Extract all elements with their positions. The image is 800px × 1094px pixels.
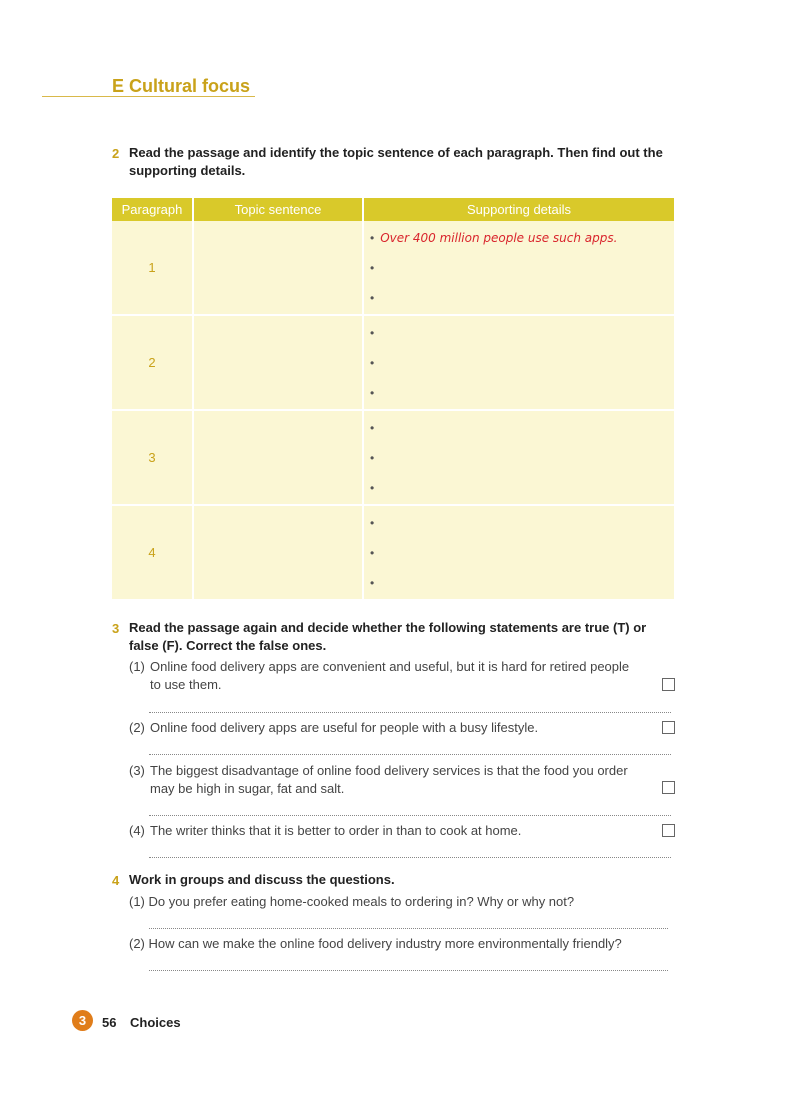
header-topic-sentence: Topic sentence: [193, 198, 363, 221]
detail-bullet: •: [370, 480, 375, 495]
statement-1: (1) Online food delivery apps are convenient and useful, but it is hard for retired people to use them.: [129, 659, 630, 692]
q2-instruction-line1: Read the passage and identify the topic sentence of each paragraph. Then find out the: [129, 145, 663, 160]
unit-badge: 3: [72, 1010, 93, 1031]
section-rule: [42, 96, 255, 97]
statement-number: (3): [129, 763, 145, 778]
paragraph-number: 1: [112, 221, 193, 315]
paragraph-number: 4: [112, 505, 193, 600]
detail-bullet: •: [370, 420, 375, 435]
table-row: [112, 505, 674, 600]
detail-bullet: •: [370, 515, 375, 530]
section-title: E Cultural focus: [112, 76, 251, 96]
topic-sentence-cell[interactable]: [193, 505, 363, 600]
sample-answer: Over 400 million people use such apps.: [380, 230, 618, 245]
statement-number: (2): [129, 720, 145, 735]
answer-line-4[interactable]: [149, 857, 671, 858]
detail-bullet: •: [370, 355, 375, 370]
supporting-details-cell[interactable]: [363, 315, 674, 410]
q3-instruction-line1: Read the passage again and decide whether the following statements are true (T) or: [129, 620, 647, 635]
q2-instruction: [129, 144, 663, 180]
paragraph-number: 2: [112, 315, 193, 410]
header-paragraph: Paragraph: [112, 198, 193, 221]
paragraph-number: 3: [112, 410, 193, 505]
topic-sentence-cell[interactable]: [193, 221, 363, 315]
q2-instruction-line2: supporting details.: [129, 163, 246, 178]
discussion-question-1: (1) Do you prefer eating home-cooked meals to ordering in? Why or why not?: [129, 894, 575, 909]
detail-bullet: •: [370, 260, 375, 275]
header-supporting-details: Supporting details: [363, 198, 674, 221]
statement-4: (4) The writer thinks that it is better to order in than to cook at home.: [129, 823, 522, 838]
q4-number: 4: [112, 873, 120, 888]
q4-instruction: Work in groups and discuss the questions.: [129, 872, 395, 887]
topic-sentence-table: [112, 198, 674, 601]
tf-checkbox-2[interactable]: [662, 721, 675, 734]
topic-sentence-cell[interactable]: [193, 315, 363, 410]
supporting-details-cell[interactable]: [363, 505, 674, 600]
supporting-details-cell[interactable]: [363, 410, 674, 505]
table-row: [112, 221, 674, 315]
discussion-question-2: (2) How can we make the online food delivery industry more environmentally friendly?: [129, 936, 622, 951]
table-row: [112, 410, 674, 505]
q3-instruction-line2: false (F). Correct the false ones.: [129, 638, 327, 653]
q2-number: 2: [112, 146, 120, 161]
q3-number: 3: [112, 621, 120, 636]
table-row: [112, 315, 674, 410]
detail-bullet: •: [370, 385, 375, 400]
chapter-title: Choices: [130, 1015, 181, 1030]
detail-bullet: •: [370, 450, 375, 465]
supporting-details-cell[interactable]: [363, 221, 674, 315]
tf-checkbox-4[interactable]: [662, 824, 675, 837]
detail-bullet: •: [370, 325, 375, 340]
answer-line-1[interactable]: [149, 712, 671, 713]
statement-number: (4): [129, 823, 145, 838]
detail-bullet: •: [370, 545, 375, 560]
discussion-line-2[interactable]: [149, 970, 668, 971]
answer-line-2[interactable]: [149, 754, 671, 755]
detail-bullet: • Over 400 million people use such apps.: [370, 230, 618, 245]
statement-3: (3) The biggest disadvantage of online food delivery services is that the food you order may be high in sugar, fat and salt.: [129, 763, 628, 796]
topic-sentence-cell[interactable]: [193, 410, 363, 505]
statement-number: (1): [129, 659, 145, 674]
tf-checkbox-3[interactable]: [662, 781, 675, 794]
detail-bullet: •: [370, 575, 375, 590]
discussion-line-1[interactable]: [149, 928, 668, 929]
tf-checkbox-1[interactable]: [662, 678, 675, 691]
q3-instruction: [129, 619, 646, 655]
page-number: 56: [102, 1015, 117, 1030]
table-header-row: [112, 198, 674, 221]
statement-2: (2) Online food delivery apps are useful for people with a busy lifestyle.: [129, 720, 539, 735]
detail-bullet: •: [370, 290, 375, 305]
answer-line-3[interactable]: [149, 815, 671, 816]
